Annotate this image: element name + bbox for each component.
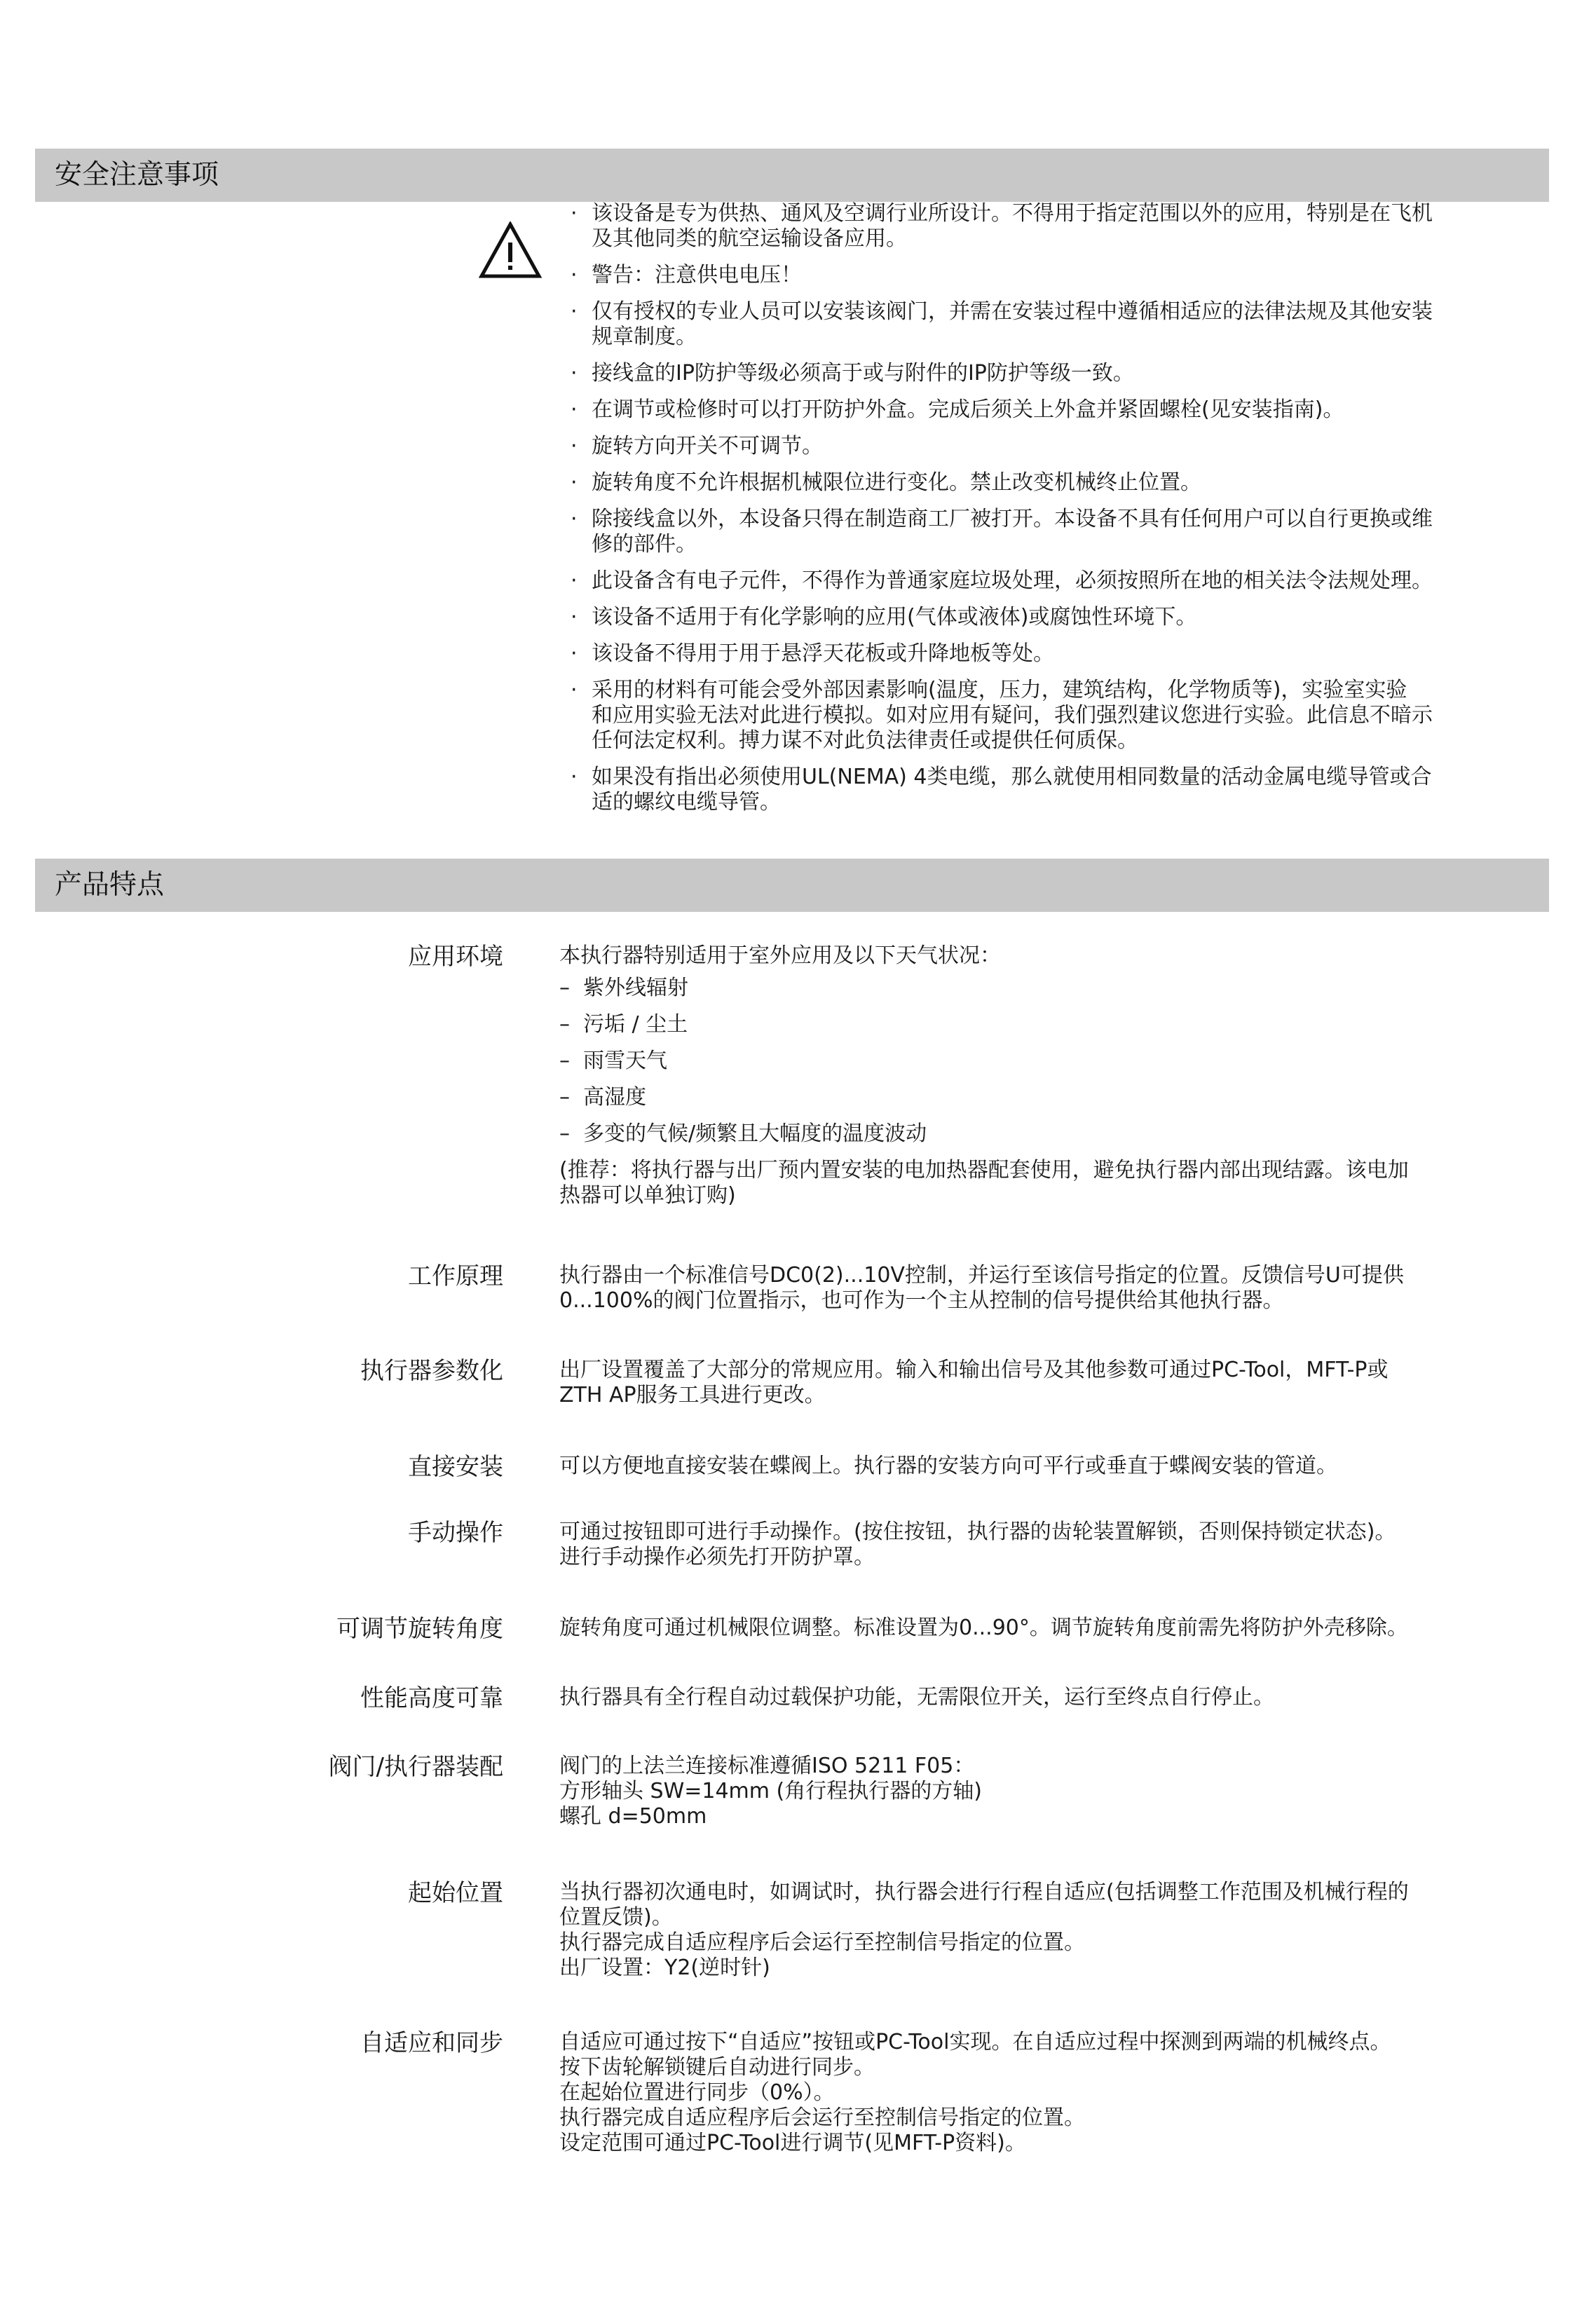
feature-text: 可通过按钮即可进行手动操作。(按住按钮，执行器的齿轮装置解锁，否则保持锁定状态)。 进行手动操作必须先打开防护罩。 xyxy=(559,1520,1396,1569)
safety-item: · 采用的材料有可能会受外部因素影响(温度，压力，建筑结构，化学物质等)，实验室实验 和应用实验无法对此进行模拟。如对应用有疑问，我们强烈建议您进行实验。此信息不暗示 任何法定权利。搏力谋不对此负法律责任或提供任何质保。 xyxy=(571,678,1433,753)
safety-item: · 在调节或检修时可以打开防护外盒。完成后须关上外盒并紧固螺栓(见安装指南)。 xyxy=(571,397,1344,422)
feature-text: 出厂设置覆盖了大部分的常规应用。输入和输出信号及其他参数可通过PC-Tool，MFT-P或 ZTH AP服务工具进行更改。 xyxy=(559,1358,1389,1407)
env-note: (推荐：将执行器与出厂预内置安装的电加热器配套使用，避免执行器内部出现结露。该电加 热器可以单独订购) xyxy=(559,1158,1409,1208)
feature-label: 工作原理 xyxy=(408,1262,503,1290)
safety-item: · 该设备不适用于有化学影响的应用(气体或液体)或腐蚀性环境下。 xyxy=(571,605,1197,629)
feature-text: 可以方便地直接安装在蝶阀上。执行器的安装方向可平行或垂直于蝶阀安装的管道。 xyxy=(559,1454,1337,1478)
safety-item: · 该设备不得用于用于悬浮天花板或升降地板等处。 xyxy=(571,641,1054,666)
list-item: – 紫外线辐射 xyxy=(559,976,688,1000)
list-item: – 雨雪天气 xyxy=(559,1049,667,1073)
feature-label: 应用环境 xyxy=(408,943,503,971)
feature-text xyxy=(559,943,1544,1208)
features-section-header: 产品特点 xyxy=(35,859,1549,912)
feature-text: 执行器具有全行程自动过载保护功能，无需限位开关，运行至终点自行停止。 xyxy=(559,1685,1274,1710)
safety-item: · 该设备是专为供热、通风及空调行业所设计。不得用于指定范围以外的应用，特别是在飞机 及其他同类的航空运输设备应用。 xyxy=(571,201,1433,251)
feature-text: 阀门的上法兰连接标准遵循ISO 5211 F05： 方形轴头 SW=14mm (角行程执行器的方轴) 螺孔 d=50mm xyxy=(559,1754,982,1829)
safety-item: · 仅有授权的专业人员可以安装该阀门，并需在安装过程中遵循相适应的法律法规及其他安装 规章制度。 xyxy=(571,299,1433,349)
feature-label: 手动操作 xyxy=(408,1519,503,1547)
safety-item: · 除接线盒以外，本设备只得在制造商工厂被打开。本设备不具有任何用户可以自行更换或维 修的部件。 xyxy=(571,507,1433,557)
safety-item: · 旋转角度不允许根据机械限位进行变化。禁止改变机械终止位置。 xyxy=(571,470,1201,495)
safety-item: · 接线盒的IP防护等级必须高于或与附件的IP防护等级一致。 xyxy=(571,361,1134,385)
feature-text: 当执行器初次通电时，如调试时，执行器会进行行程自适应(包括调整工作范围及机械行程的 位置反馈)。 执行器完成自适应程序后会运行至控制信号指定的位置。 出厂设置：Y2(逆时针) xyxy=(559,1880,1409,1980)
feature-text: 执行器由一个标准信号DC0(2)...10V控制，并运行至该信号指定的位置。反馈信号U可提供 0...100%的阀门位置指示，也可作为一个主从控制的信号提供给其他执行器。 xyxy=(559,1263,1404,1313)
env-intro: 本执行器特别适用于室外应用及以下天气状况： xyxy=(559,943,1001,968)
warning-triangle-icon xyxy=(479,221,542,279)
feature-label: 执行器参数化 xyxy=(360,1357,503,1385)
list-item: – 高湿度 xyxy=(559,1085,646,1110)
feature-label: 自适应和同步 xyxy=(360,2029,503,2057)
feature-text: 自适应可通过按下“自适应”按钮或PC-Tool实现。在自适应过程中探测到两端的机械终点。 按下齿轮解锁键后自动进行同步。 在起始位置进行同步（0%）。 执行器完成自适应程序后会运行至控制信号指定的位置。 设定范围可通过PC-Tool进行调节(见MFT-P资料)。 xyxy=(559,2030,1391,2155)
safety-item: · 旋转方向开关不可调节。 xyxy=(571,434,823,458)
list-item: – 污垢 / 尘土 xyxy=(559,1012,688,1037)
safety-section-header: 安全注意事项 xyxy=(35,149,1549,202)
safety-item: · 警告：注意供电电压！ xyxy=(571,263,802,287)
safety-notice-list xyxy=(566,201,1548,826)
feature-label: 阀门/执行器装配 xyxy=(328,1753,503,1781)
safety-item: · 如果没有指出必须使用UL(NEMA) 4类电缆，那么就使用相同数量的活动金属电缆导管或合 适的螺纹电缆导管。 xyxy=(571,765,1432,814)
list-item: – 多变的气候/频繁且大幅度的温度波动 xyxy=(559,1121,927,1146)
safety-item: · 此设备含有电子元件，不得作为普通家庭垃圾处理，必须按照所在地的相关法令法规处理。 xyxy=(571,568,1433,593)
feature-label: 性能高度可靠 xyxy=(360,1684,503,1712)
feature-label: 可调节旋转角度 xyxy=(336,1615,503,1643)
weather-condition-list xyxy=(559,976,1544,1147)
feature-label: 起始位置 xyxy=(408,1879,503,1907)
feature-label: 直接安装 xyxy=(408,1453,503,1481)
feature-text: 旋转角度可通过机械限位调整。标准设置为0...90°。调节旋转角度前需先将防护外壳移除。 xyxy=(559,1616,1408,1640)
